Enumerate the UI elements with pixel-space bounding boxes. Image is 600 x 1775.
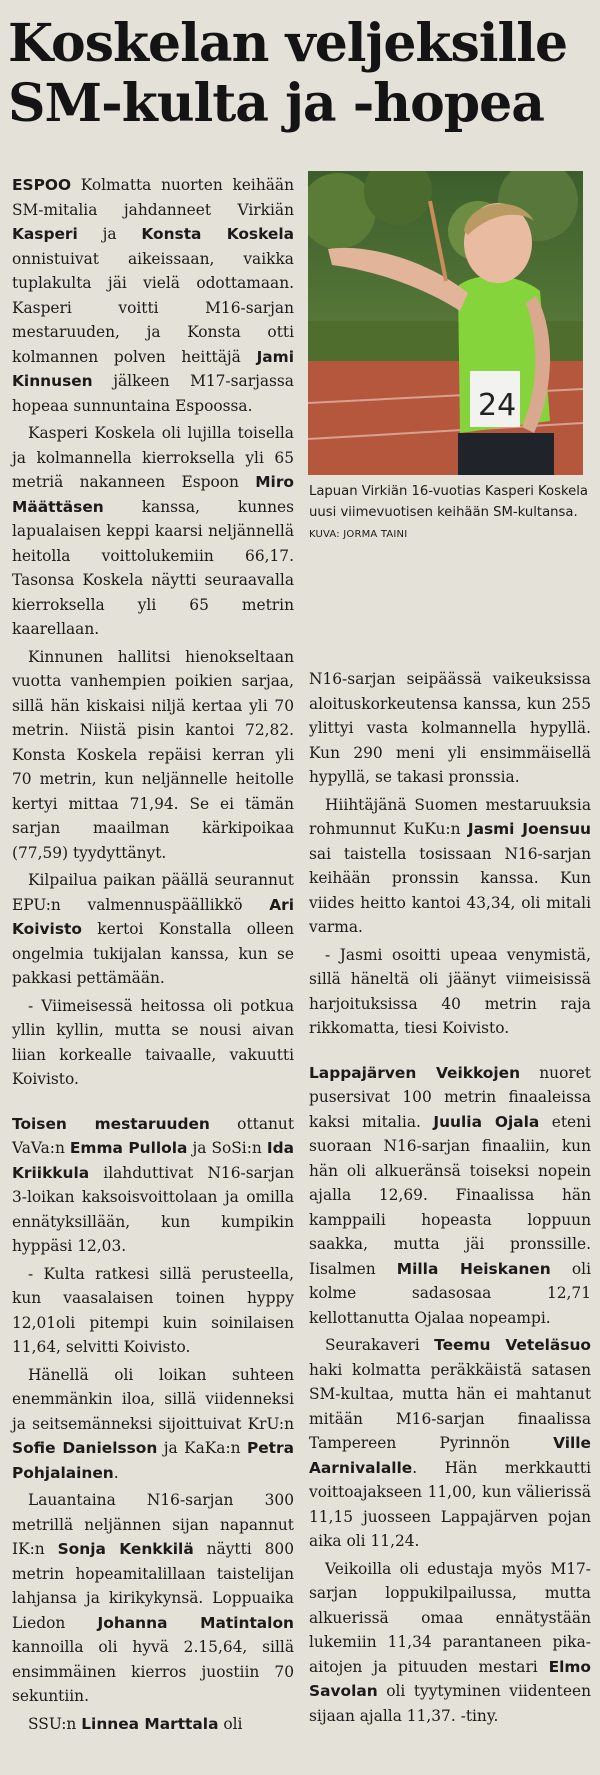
article-column-left [12,173,294,1736]
person-name: Johanna Matintalon [97,1613,294,1632]
lead-phrase: Lappajärven Veikkojen [309,1063,521,1082]
person-name: Juulia Ojala [433,1112,540,1131]
paragraph: - Jasmi osoitti upeaa venymistä, sillä häneltä oli jäänyt viimeisissä harjoituksissa 40 metrin raja rikkomatta, tiesi Koivisto. [309,945,591,1037]
person-name: Konsta Koskela [141,225,295,243]
lead-phrase: Toisen mestaruuden [12,1114,210,1133]
person-name: Ari Koivisto [12,895,294,938]
person-name: Miro Määttäsen [12,473,294,516]
caption-text: Lapuan Virkiän 16-vuotias Kasperi Koskela uusi viimevuotisen keihään SM-kultansa. [309,484,589,520]
paragraph: ESPOO Kolmatta nuorten keihään SM-mitalia jahdanneet Virkiän Kasperi ja Konsta Koskela onnistuivat aikeissaan, vaikka tuplakulta jäi vielä odottamaan. Kasperi voitti M16-sarjan mestaruuden, ja Konsta otti kolmannen polven heittäjä Jami Kinnusen jälkeen M17-sarjassa hopeaa sunnuntaina Espoossa. [12,176,295,415]
paragraph: - Viimeisessä heitossa oli potkua yllin kyllin, mutta se nousi aivan liian korkealle taivaalle, vakuutti Koivisto. [12,996,294,1088]
paragraph: Hiihtäjänä Suomen mestaruuksia rohmunnut KuKu:n Jasmi Joensuu sai taistella tosissaan N16-sarjan keihään pronssin kanssa. Kun viides heitto kantoi 43,34, oli mitali varma. [309,795,591,936]
person-name: Sofie Danielsson [12,1439,158,1457]
paragraph: Seurakaveri Teemu Veteläsuo haki kolmatta peräkkäistä satasen SM-kultaa, mutta hän ei mahtanut mitään M16-sarjan finaalissa Tampereen Pyrinnön Ville Aarnivalalle. Hän merkkautti voittoajakseen 11,00, kun välierissä 11,15 juosseen Lappajärven pojan aika oli 11,24. [309,1336,592,1550]
paragraph: Kasperi Koskela oli lujilla toisella ja kolmannella kierroksella yli 65 metriä nakanneen Espoon Miro Määttäsen kanssa, kunnes lapualaisen keppi kaarsi neljännellä heitolla voittolukemiin 66,17. Tasonsa Koskela näytti seuraavalla kierroksella yli 65 metrin kaarellaan. [12,424,294,638]
person-name: Petra Pohjalainen [12,1439,294,1482]
person-name: Milla Heiskanen [396,1259,551,1278]
person-name: Jami Kinnusen [12,347,294,390]
person-name: Ville Aarnivalalle [309,1434,591,1477]
paragraph: Toisen mestaruuden ottanut VaVa:n Emma Pullola ja SoSi:n Ida Kriikkula ilahduttivat N16-sarjan 3-loikan kaksoisvoittolaan ja omilla ennätyksillään, kun kumpikin hyppäsi 12,03. [12,1114,295,1255]
paragraph: N16-sarjan seipäässä vaikeuksissa aloituskorkeutensa kanssa, kun 255 ylittyi vasta kolmannella hypyllä. Kun 290 meni yli ensimmäisellä hypyllä, se takasi pronssia. [309,670,591,786]
paragraph: Kilpailua paikan päällä seurannut EPU:n valmennuspäällikkö Ari Koivisto kertoi Konstalla olleen ongelmia tukijalan kanssa, kun se pakkasi pettämään. [12,871,294,987]
bib-number: 24 [478,388,517,423]
person-name: Teemu Veteläsuo [434,1336,592,1354]
person-name: Sonja Kenkkilä [57,1540,194,1558]
person-name: Ida Kriikkula [12,1139,295,1182]
article-column-right [309,667,591,1728]
paragraph: SSU:n Linnea Marttala oli [28,1714,243,1733]
person-name: Emma Pullola [69,1139,188,1157]
headline: Koskelan veljeksille SM-kulta ja -hopea [8,13,568,134]
paragraph: Lauantaina N16-sarjan 300 metrillä neljännen sijan napannut IK:n Sonja Kenkkilä näytti 800 metrin hopeamitalillaan taistelijan lahjansa ja kirikykynsä. Loppuaika Liedon Johanna Matintalon kannoilla oli hyvä 2.15,64, sillä ensimmäinen kierros juostiin 70 sekuntiin. [12,1491,294,1705]
paragraph: - Kulta ratkesi sillä perusteella, kun vaasalaisen toinen hyppy 12,01oli pitempi kuin soinilaisen 11,64, selvitti Koivisto. [12,1264,294,1356]
paragraph: Kinnunen hallitsi hienokseltaan vuotta vanhempien poikien sarjaa, sillä hän kiskaisi niljä kertaa yli 70 metrin. Niistä pisin kantoi 72,82. Konsta Koskela repäisi kerran yli 70 metrin, kun neljännelle heitolle kertyi mittaa 71,94. Se ei tämän sarjan maailman kärkipoikaa (77,59) tyydyttänyt. [12,647,294,862]
javelin-thrower-illustration [308,171,583,475]
person-name: Kasperi [12,225,78,243]
paragraph: Hänellä oli loikan suhteen enemmänkin iloa, sillä viidenneksi ja seitsemänneksi sijoittuivat KrU:n Sofie Danielsson ja KaKa:n Petra Pohjalainen. [12,1365,294,1482]
photo-caption [309,481,591,545]
person-name: Linnea Marttala [81,1714,219,1733]
athlete-photo [308,171,583,475]
paragraph: Veikoilla oli edustaja myös M17-sarjan loppukilpailussa, mutta alkuerissä omaa ennätystään lukemiin 11,34 parantaneen pika-aitojen ja pituuden mestari Elmo Savolan oli tyytyminen viidenteen sijaan ajalla 11,37. -tiny. [309,1559,591,1725]
photo-credit: KUVA: JORMA TAINI [309,529,408,540]
dateline: ESPOO [12,176,72,194]
paragraph: Lappajärven Veikkojen nuoret pusersivat 100 metrin finaaleissa kaksi mitalia. Juulia Ojala eteni suoraan N16-sarjan finaaliin, kun hän oli alkueränsä toiseksi nopein ajalla 12,69. Finaalissa hän kamppaili hopeasta loppuun saakka, mutta jäi pronssille. Iisalmen Milla Heiskanen oli kolme sadasosaa 12,71 kellottanutta Ojalaa nopeampi. [309,1063,591,1327]
person-name: Jasmi Joensuu [467,820,591,838]
person-name: Elmo Savolan [309,1657,591,1700]
